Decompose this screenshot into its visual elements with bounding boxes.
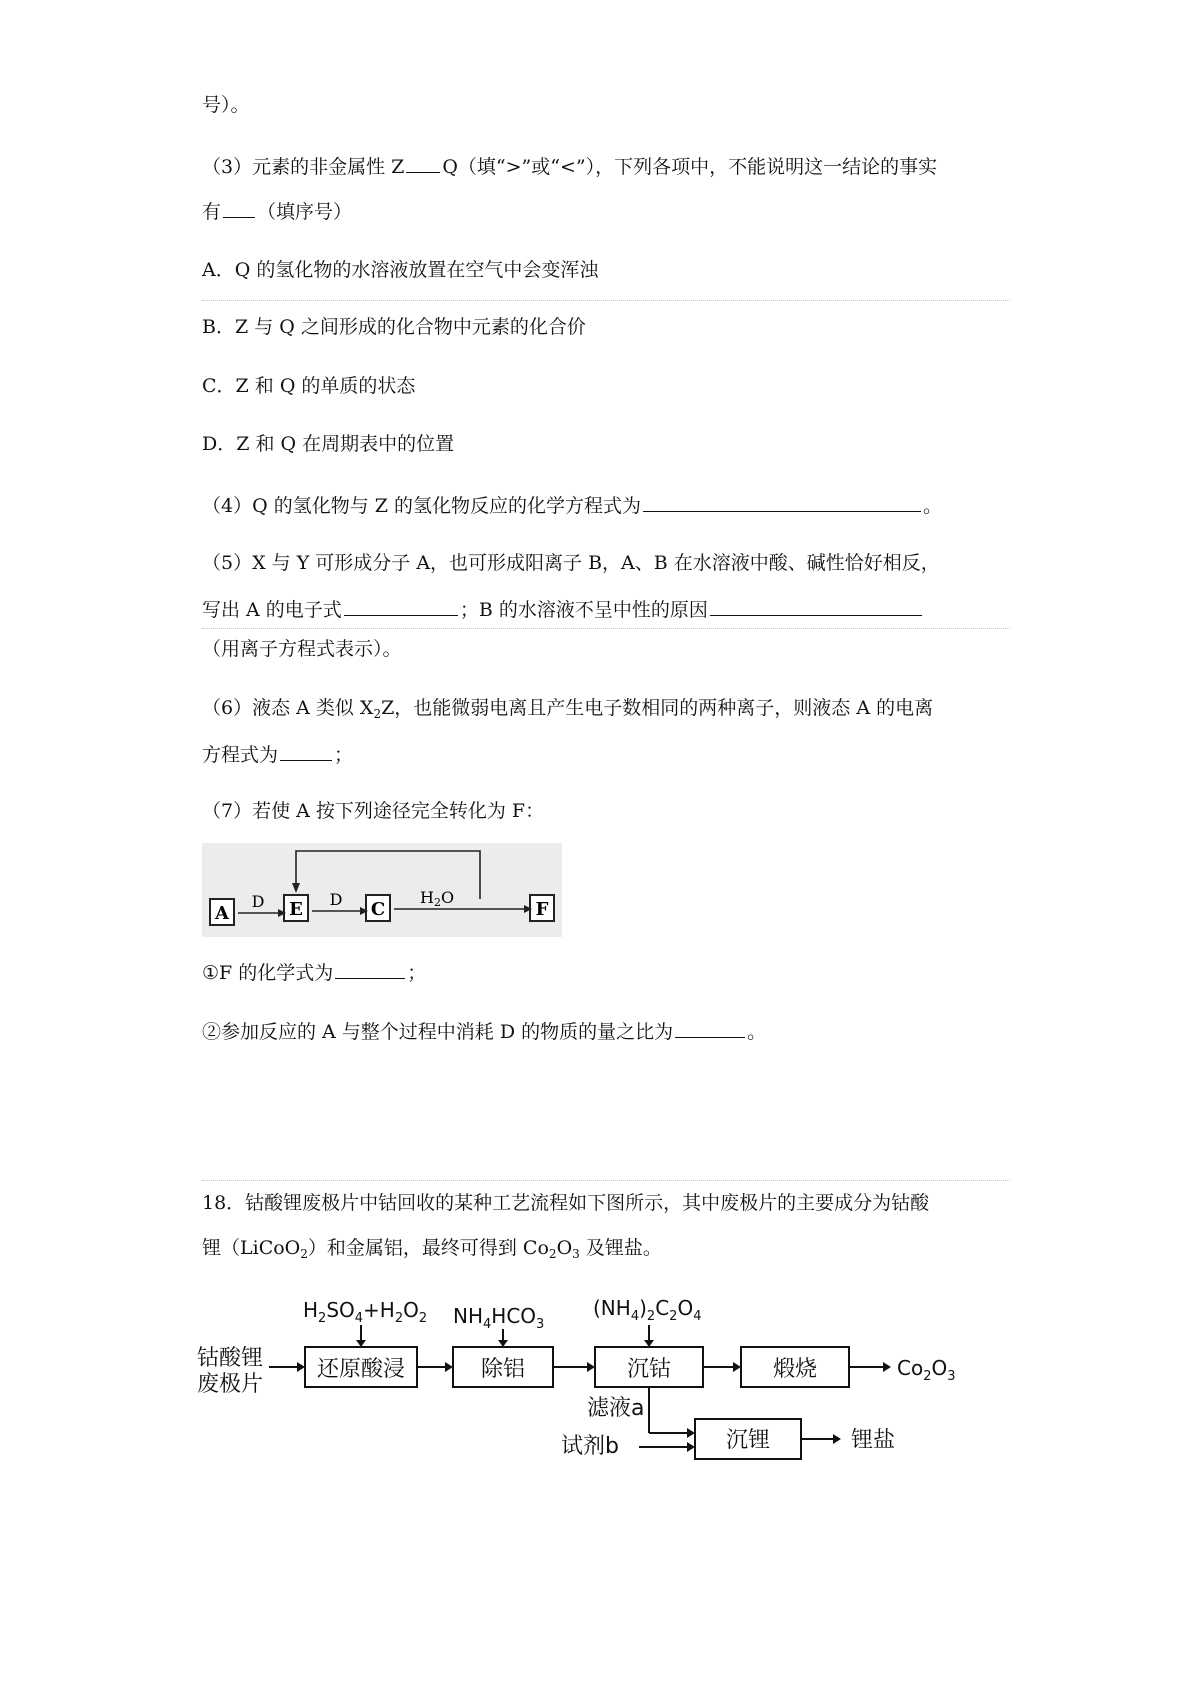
text: 有	[202, 201, 222, 223]
text: （6）液态 A 类似 X	[202, 697, 374, 719]
option-d	[202, 431, 454, 457]
subscript: 2	[300, 1247, 308, 1261]
subquestion-6	[202, 695, 933, 721]
node-a: A	[215, 903, 229, 924]
text: 写出 A 的电子式	[202, 599, 342, 621]
subquestion-7	[202, 798, 544, 824]
subquestion-3	[202, 152, 937, 180]
reagent-b-label: 试剂b	[561, 1434, 619, 1459]
arrowhead	[297, 1362, 305, 1372]
text: （4）Q 的氢化物与 Z 的氢化物反应的化学方程式为	[202, 495, 641, 517]
dotted-divider	[202, 300, 1010, 301]
arrowhead	[498, 1340, 508, 1347]
reagent-3: $(NH_4)_2C_2O_4$	[593, 1296, 702, 1324]
text: （7）若使 A 按下列途径完全转化为 F：	[202, 800, 545, 822]
text: 。	[923, 495, 943, 517]
arrowhead	[883, 1362, 891, 1372]
text: （用离子方程式表示）。	[202, 638, 402, 660]
subquestion-4	[202, 491, 942, 519]
subquestion-5-end	[202, 636, 402, 662]
text: C．Z 和 Q 的单质的状态	[202, 375, 416, 397]
arrowhead	[644, 1340, 654, 1347]
subquestion-3-cont	[202, 197, 352, 225]
text: 。	[747, 1021, 767, 1043]
option-c	[202, 373, 415, 399]
arrowhead	[733, 1362, 741, 1372]
option-a	[202, 257, 598, 283]
text: ①F 的化学式为	[202, 962, 334, 984]
step-5-label: 沉锂	[725, 1428, 771, 1453]
step-4-label: 煅烧	[772, 1357, 818, 1382]
node-f: F	[535, 899, 549, 920]
arrowhead	[687, 1442, 695, 1452]
answer-blank[interactable]	[406, 152, 440, 173]
arrow-label-d: D	[329, 890, 343, 909]
subscript: 2	[373, 707, 382, 721]
text: B．Z 与 Q 之间形成的化合物中元素的化合价	[202, 316, 586, 338]
node-e: E	[289, 899, 303, 920]
text: O	[556, 1237, 573, 1259]
arrow-label-d: D	[251, 892, 265, 911]
answer-blank[interactable]	[223, 197, 255, 218]
continuation-text	[202, 92, 250, 118]
arrowhead	[587, 1362, 595, 1372]
subquestion-6-cont	[202, 740, 353, 768]
arrowhead	[687, 1428, 695, 1438]
text: （3）元素的非金属性 Z	[202, 156, 405, 178]
subquestion-7-1	[202, 958, 426, 986]
node-c: C	[370, 899, 386, 920]
subscript: 3	[572, 1247, 580, 1261]
text: 及锂盐。	[579, 1237, 662, 1259]
step-1-label: 还原酸浸	[316, 1357, 406, 1382]
product-lithium-salt: 锂盐	[851, 1428, 896, 1453]
text: 锂（LiCoO	[202, 1237, 301, 1259]
text: 号）。	[202, 94, 250, 116]
text: （填序号）	[257, 201, 353, 223]
text: ；B 的水溶液不呈中性的原因	[459, 599, 708, 621]
text: D．Z 和 Q 在周期表中的位置	[202, 433, 455, 455]
text: A．Q 的氢化物的水溶液放置在空气中会变浑浊	[202, 259, 599, 281]
input-label: 废极片	[197, 1372, 264, 1397]
answer-blank[interactable]	[344, 595, 458, 616]
text: Q（填“>”或“<”），下列各项中，不能说明这一结论的事实	[442, 156, 938, 178]
scheme-background	[202, 843, 562, 937]
subquestion-5	[202, 550, 940, 576]
answer-blank[interactable]	[280, 740, 332, 761]
answer-blank[interactable]	[643, 491, 921, 512]
text: 方程式为	[202, 744, 279, 766]
arrowhead	[445, 1362, 453, 1372]
text: 18．钴酸锂废极片中钴回收的某种工艺流程如下图所示，其中废极片的主要成分为钴酸	[202, 1192, 930, 1214]
subquestion-5-cont	[202, 595, 924, 623]
answer-blank[interactable]	[675, 1017, 745, 1038]
input-label: 钴酸锂	[197, 1346, 264, 1371]
filtrate-label: 滤液a	[587, 1396, 645, 1421]
reagent-1: $H_2SO_4+H_2O_2$	[303, 1298, 428, 1326]
subquestion-7-2	[202, 1017, 766, 1045]
dotted-divider	[202, 628, 1010, 629]
arrowhead	[833, 1434, 841, 1444]
dotted-divider	[202, 1180, 1010, 1181]
process-flowchart	[195, 1285, 985, 1510]
text: ）和金属铝，最终可得到 Co	[307, 1237, 549, 1259]
reagent-2: $NH_4HCO_3$	[453, 1304, 545, 1332]
text: ；	[407, 962, 427, 984]
step-2-label: 除铝	[480, 1357, 526, 1382]
answer-blank[interactable]	[335, 958, 405, 979]
arrow-label-water: H2O	[420, 888, 455, 909]
reaction-scheme	[202, 843, 562, 937]
arrowhead	[356, 1340, 366, 1347]
text: （5）X 与 Y 可形成分子 A，也可形成阳离子 B，A、B 在水溶液中酸、碱性恰好相反，	[202, 552, 940, 574]
text: ；	[334, 744, 354, 766]
text: Z，也能微弱电离且产生电子数相同的两种离子，则液态 A 的电离	[381, 697, 934, 719]
product-co2o3: $Co_2O_3$	[897, 1356, 956, 1384]
question-18	[202, 1190, 929, 1216]
subscript: 2	[548, 1247, 557, 1261]
answer-blank[interactable]	[710, 595, 922, 616]
question-18-cont	[202, 1235, 662, 1261]
step-3-label: 沉钴	[626, 1357, 672, 1382]
text: ②参加反应的 A 与整个过程中消耗 D 的物质的量之比为	[202, 1021, 674, 1043]
option-b	[202, 314, 586, 340]
